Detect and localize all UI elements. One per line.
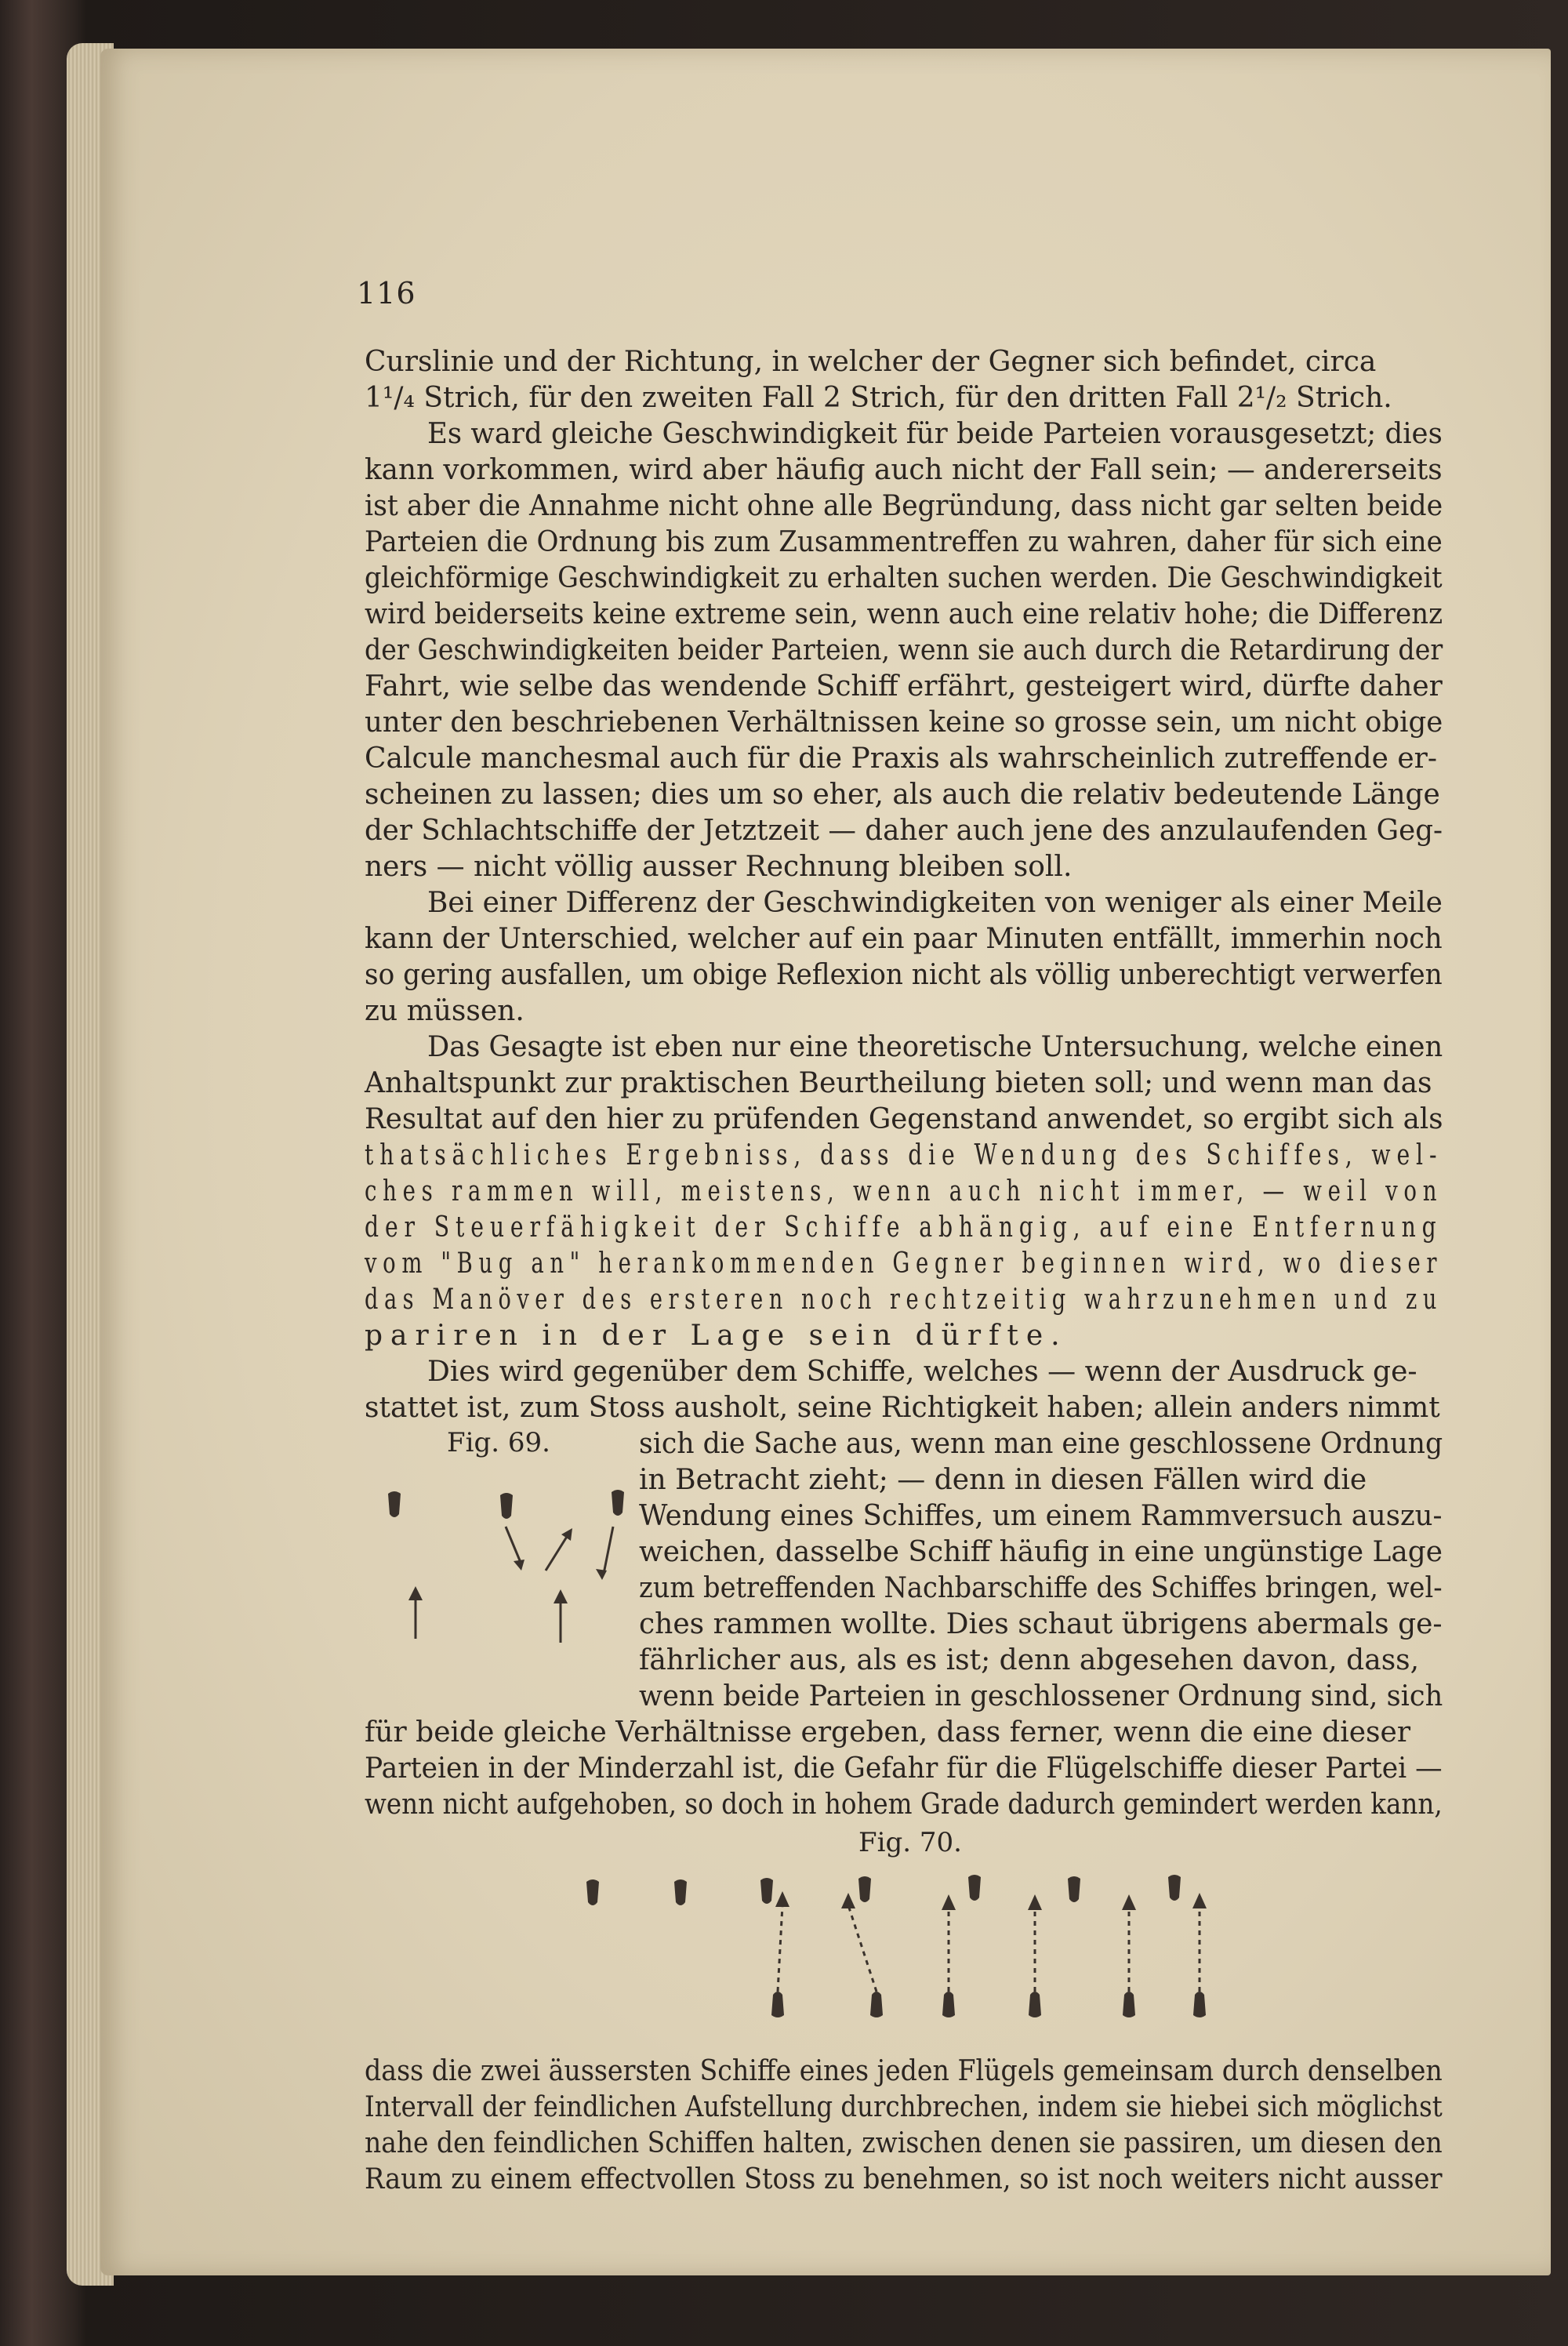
- ship-icon: [858, 1876, 871, 1902]
- text-line: wenn nicht aufgehoben, so doch in hohem Grade dadurch gemindert werden kann,: [365, 1789, 1443, 1821]
- ship-icon: [968, 1875, 981, 1901]
- text-line-spaced: ches rammen will, meistens, wenn auch nicht immer, — weil von: [365, 1175, 1443, 1208]
- text-line: Dies wird gegenüber dem Schiffe, welches — wenn der Ausdruck ge-: [427, 1356, 1417, 1388]
- text-line: in Betracht zieht; — denn in diesen Fällen wird die: [639, 1464, 1367, 1496]
- text-line: Parteien in der Minderzahl ist, die Gefahr für die Flügelschiffe dieser Partei —: [365, 1752, 1443, 1785]
- text-line: ners — nicht völlig ausser Rechnung bleiben soll.: [365, 851, 1073, 883]
- text-line: zum betreffenden Nachbarschiffe des Schiffes bringen, wel-: [639, 1572, 1443, 1604]
- text-line: Intervall der feindlichen Aufstellung durchbrechen, indem sie hiebei sich möglichst: [365, 2091, 1443, 2123]
- text-line-spaced: vom "Bug an" herankommenden Gegner beginnen wird, wo dieser: [365, 1247, 1443, 1280]
- ship-icon: [1123, 1992, 1135, 2017]
- text-line: ist aber die Annahme nicht ohne alle Begründung, dass nicht gar selten beide: [365, 490, 1443, 522]
- text-line: Wendung eines Schiffes, um einem Rammversuch auszu-: [639, 1500, 1443, 1532]
- text-line: gleichförmige Geschwindigkeit zu erhalten suchen werden. Die Geschwindigkeit: [365, 562, 1443, 594]
- arrow-icon: [841, 1893, 855, 1908]
- text-line: der Schlachtschiffe der Jetztzeit — daher auch jene des anzulaufenden Geg-: [365, 815, 1443, 847]
- text-line: für beide gleiche Verhältnisse ergeben, dass ferner, wenn die eine dieser: [365, 1716, 1411, 1749]
- text-line-spaced: pariren in der Lage sein dürfte.: [365, 1320, 1068, 1352]
- text-line-spaced: das Manöver des ersteren noch rechtzeitig wahrzunehmen und zu: [365, 1284, 1443, 1316]
- arrow-icon: [1122, 1894, 1136, 1910]
- text-line: Curslinie und der Richtung, in welcher der Gegner sich befindet, circa: [365, 346, 1377, 378]
- text-line-spaced: thatsächliches Ergebniss, dass die Wendung des Schiffes, wel-: [365, 1139, 1443, 1171]
- text-line: fährlicher aus, als es ist; denn abgesehen davon, dass,: [639, 1644, 1420, 1676]
- text-line: sich die Sache aus, wenn man eine geschlossene Ordnung: [639, 1428, 1443, 1460]
- text-line: Resultat auf den hier zu prüfenden Gegenstand anwendet, so ergibt sich als: [365, 1103, 1443, 1135]
- arrow-icon: [942, 1894, 956, 1910]
- ship-icon: [674, 1879, 687, 1905]
- arrow-icon: [554, 1589, 568, 1603]
- fig70-caption: Fig. 70.: [858, 1827, 962, 1858]
- arrow-icon: [514, 1560, 524, 1571]
- text-line: Bei einer Differenz der Geschwindigkeiten von weniger als einer Meile: [427, 887, 1443, 919]
- ship-icon: [942, 1992, 955, 2017]
- text-line: kann der Unterschied, welcher auf ein paar Minuten entfällt, immerhin noch: [365, 923, 1443, 955]
- text-line: nahe den feindlichen Schiffen halten, zwischen denen sie passiren, um diesen den: [365, 2127, 1443, 2159]
- text-line: Raum zu einem effectvollen Stoss zu benehmen, so ist noch weiters nicht ausser: [365, 2163, 1443, 2195]
- text-line: stattet ist, zum Stoss ausholt, seine Richtigkeit haben; allein anders nimmt: [365, 1392, 1440, 1424]
- ship-icon: [388, 1491, 401, 1517]
- text-line: wird beiderseits keine extreme sein, wenn auch eine relativ hohe; die Differenz: [365, 598, 1443, 630]
- ship-icon: [500, 1493, 513, 1519]
- fig69-diagram: [368, 1486, 635, 1643]
- text-line: Fahrt, wie selbe das wendende Schiff erfährt, gesteigert wird, dürfte daher: [365, 670, 1443, 703]
- ship-icon: [760, 1878, 773, 1904]
- arrow-icon: [775, 1891, 789, 1907]
- text-line: 1¹/₄ Strich, für den zweiten Fall 2 Strich, für den dritten Fall 2¹/₂ Strich.: [365, 382, 1392, 414]
- fig69-caption: Fig. 69.: [447, 1427, 550, 1458]
- arrow-icon: [1192, 1893, 1207, 1908]
- ship-icon: [612, 1490, 624, 1516]
- text-line: kann vorkommen, wird aber häufig auch nicht der Fall sein; — andererseits: [365, 454, 1443, 486]
- fig70-diagram: [572, 1874, 1262, 2023]
- text-line: scheinen zu lassen; dies um so eher, als auch die relativ bedeutende Länge: [365, 779, 1440, 811]
- text-line: Es ward gleiche Geschwindigkeit für beide Parteien vorausgesetzt; dies: [427, 418, 1443, 450]
- text-line-spaced: der Steuerfähigkeit der Schiffe abhängig, auf eine Entfernung: [365, 1211, 1443, 1244]
- ship-icon: [870, 1992, 883, 2017]
- text-line: Anhaltspunkt zur praktischen Beurtheilung bieten soll; und wenn man das: [365, 1067, 1432, 1099]
- arrow-icon: [1028, 1894, 1042, 1910]
- ship-icon: [771, 1992, 784, 2017]
- ship-icon: [1168, 1875, 1181, 1901]
- ship-icon: [586, 1879, 599, 1905]
- text-line: ches rammen wollte. Dies schaut übrigens abermals ge-: [639, 1608, 1443, 1640]
- ship-icon: [1068, 1876, 1080, 1902]
- ship-icon: [1029, 1992, 1041, 2017]
- text-line: zu müssen.: [365, 995, 524, 1027]
- text-line: Calcule manchesmal auch für die Praxis als wahrscheinlich zutreffende er-: [365, 743, 1438, 775]
- text-line: der Geschwindigkeiten beider Parteien, wenn sie auch durch die Retardirung der: [365, 634, 1443, 666]
- arrow-icon: [408, 1586, 423, 1600]
- text-line: so gering ausfallen, um obige Reflexion nicht als völlig unberechtigt verwerfen: [365, 959, 1443, 991]
- text-line: Parteien die Ordnung bis zum Zusammentreffen zu wahren, daher für sich eine: [365, 526, 1443, 558]
- text-line: dass die zwei äussersten Schiffe eines jeden Flügels gemeinsam durch denselben: [365, 2055, 1443, 2087]
- text-line: Das Gesagte ist eben nur eine theoretische Untersuchung, welche einen: [427, 1031, 1443, 1063]
- text-line: weichen, dasselbe Schiff häufig in eine ungünstige Lage: [639, 1536, 1443, 1568]
- text-line: wenn beide Parteien in geschlossener Ordnung sind, sich: [639, 1680, 1443, 1712]
- ship-icon: [1193, 1992, 1206, 2017]
- arrow-icon: [596, 1569, 607, 1580]
- page-number: 116: [357, 276, 416, 310]
- text-line: unter den beschriebenen Verhältnissen keine so grosse sein, um nicht obige: [365, 706, 1443, 739]
